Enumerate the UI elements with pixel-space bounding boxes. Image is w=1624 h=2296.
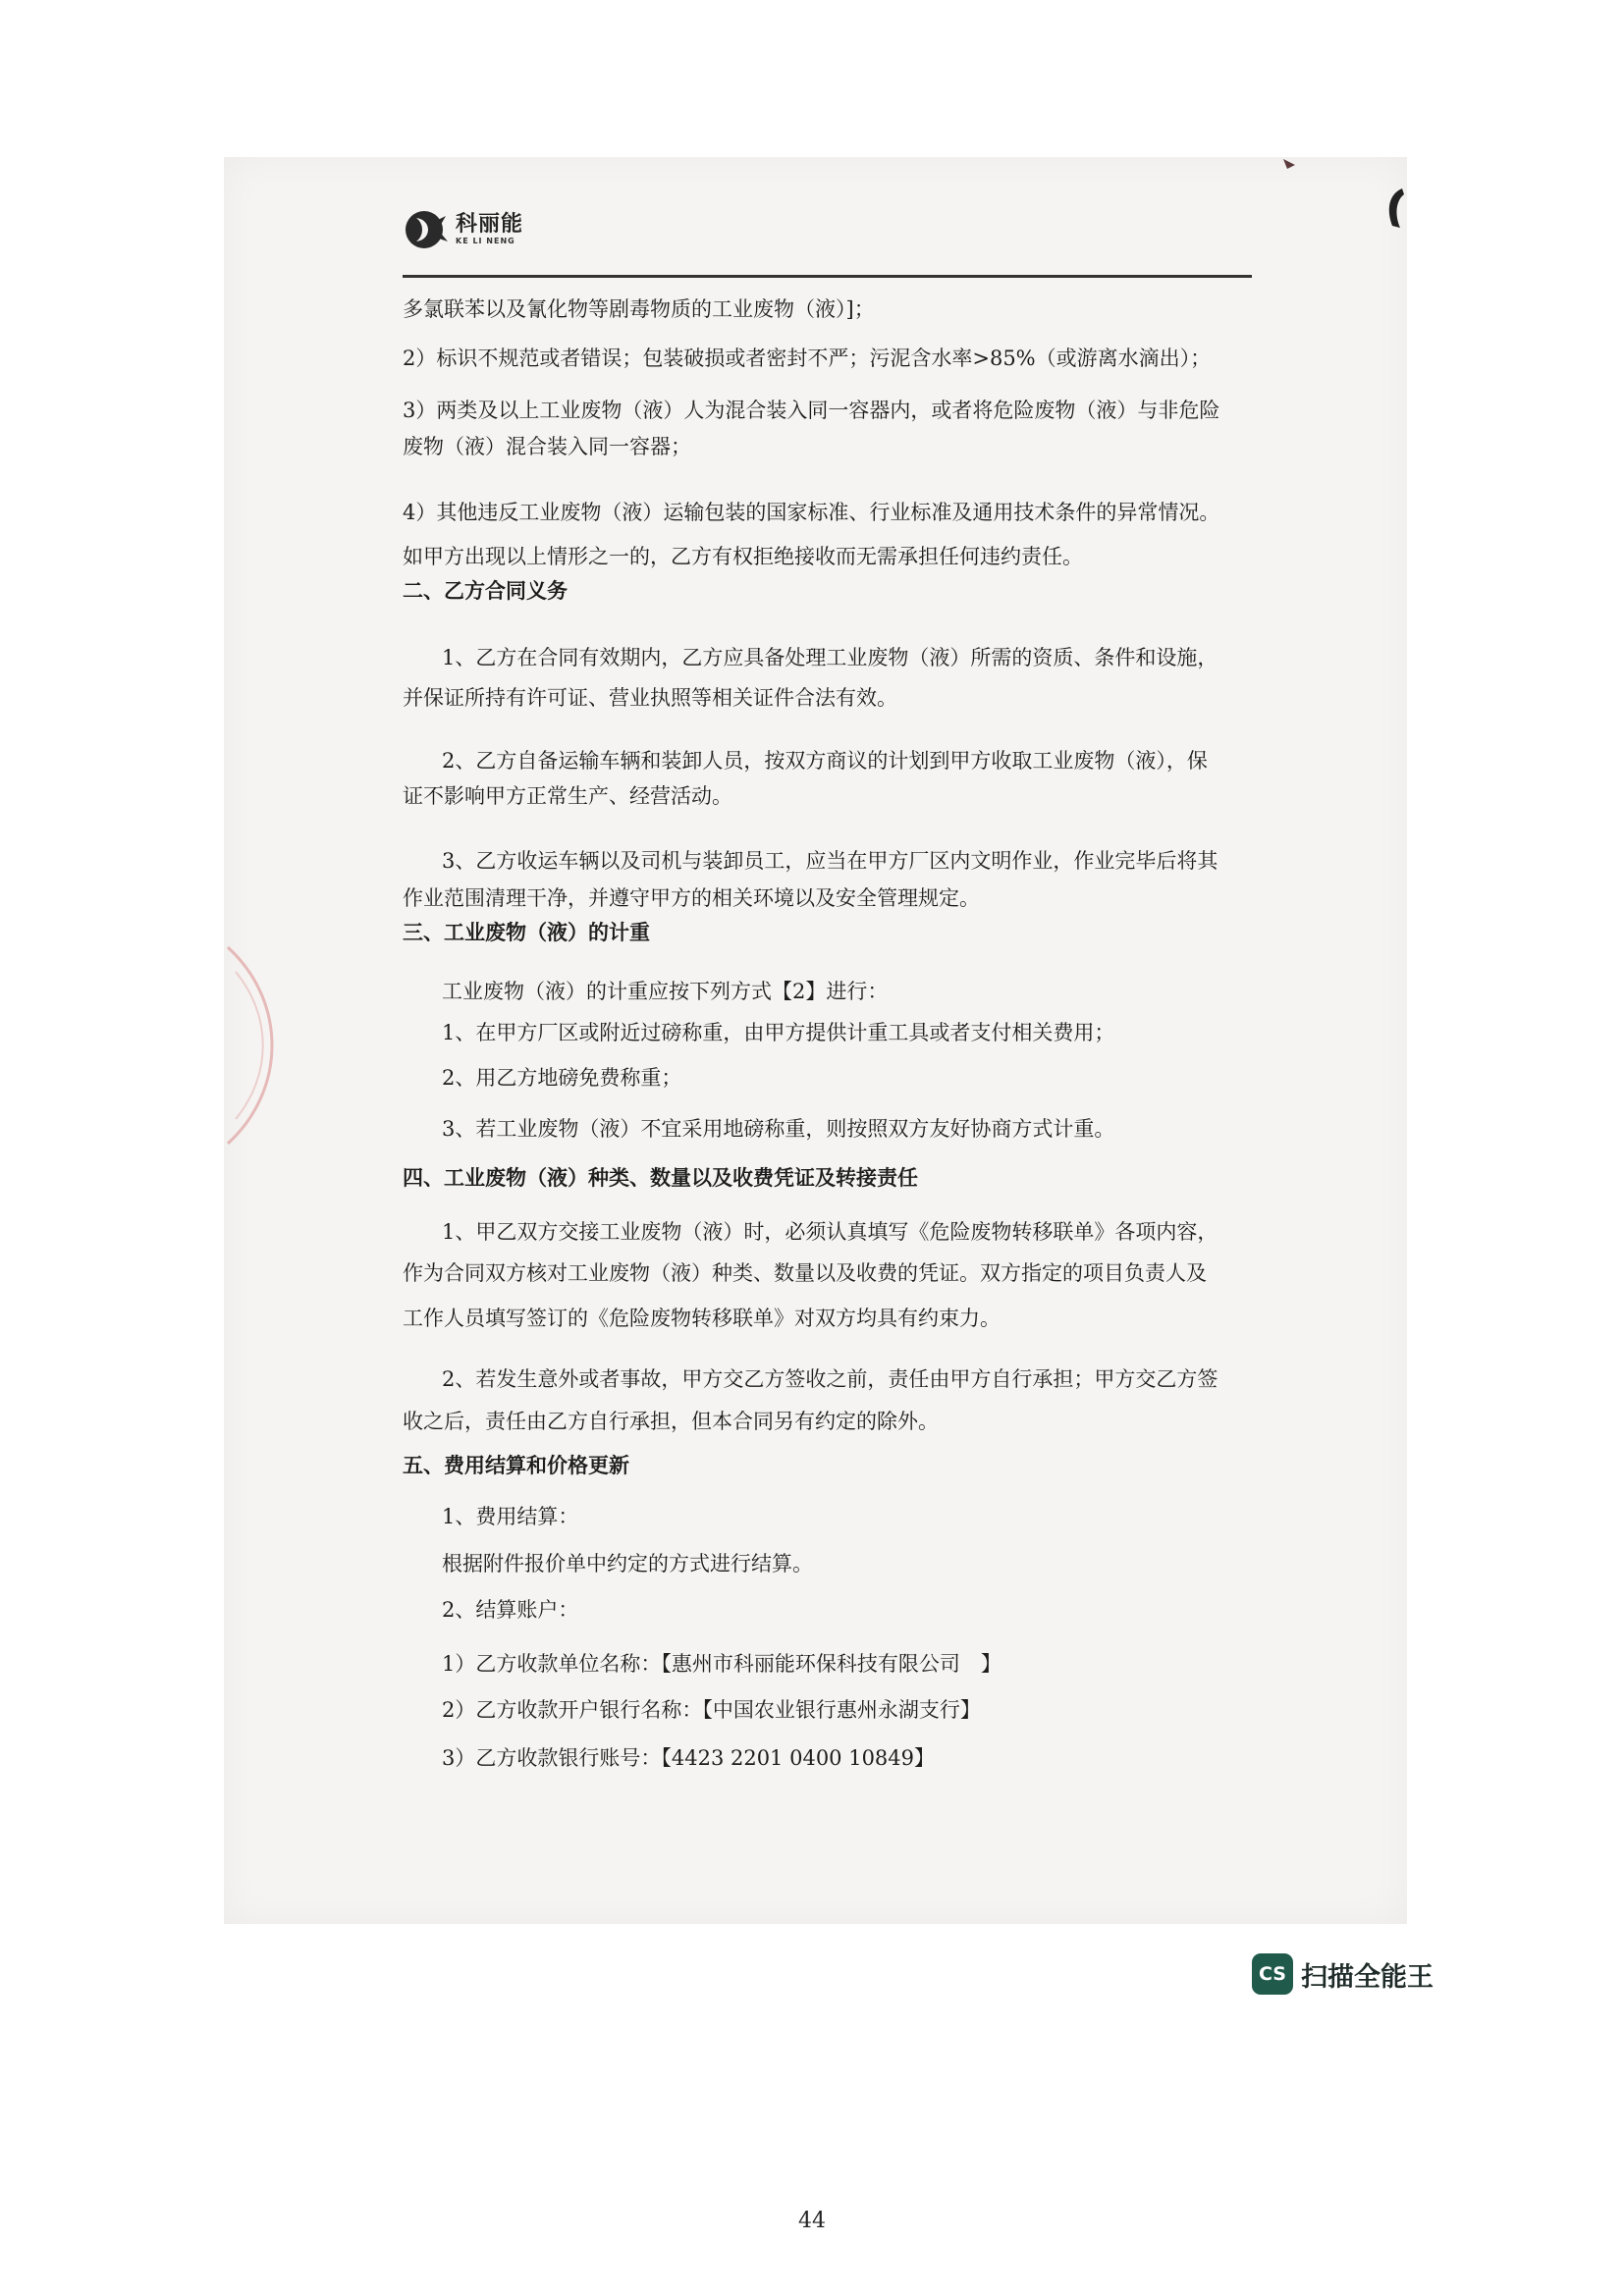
account-line: 2）乙方收款开户银行名称：【中国农业银行惠州永湖支行】 (442, 1698, 981, 1722)
section-heading: 四、工业废物（液）种类、数量以及收费凭证及转接责任 (403, 1165, 918, 1190)
clause-line: 1、在甲方厂区或附近过磅称重，由甲方提供计重工具或者支付相关费用； (442, 1021, 1115, 1044)
clause-line: 证不影响甲方正常生产、经营活动。 (403, 784, 732, 808)
company-logo (403, 206, 523, 253)
scanner-watermark (1252, 1953, 1434, 1995)
section-heading: 三、工业废物（液）的计重 (403, 920, 650, 944)
clause-line: 根据附件报价单中约定的方式进行结算。 (442, 1552, 813, 1575)
clause-line: 2）标识不规范或者错误；包装破损或者密封不严；污泥含水率>85%（或游离水滴出）； (403, 347, 1212, 370)
clause-line: 2、若发生意外或者事故，甲方交乙方签收之前，责任由甲方自行承担；甲方交乙方签 (442, 1367, 1218, 1391)
clause-line: 3、若工业废物（液）不宜采用地磅称重，则按照双方友好协商方式计重。 (442, 1117, 1115, 1141)
scan-edge-mark (1384, 187, 1406, 230)
account-line: 3）乙方收款银行账号：【4423 2201 0400 10849】 (442, 1746, 936, 1770)
camscanner-icon: CS (1252, 1953, 1293, 1995)
company-logo-text (456, 214, 523, 245)
company-logo-cn: 科丽能 (456, 212, 524, 237)
section-heading: 五、费用结算和价格更新 (403, 1453, 629, 1477)
clause-line: 工作人员填写签订的《危险废物转移联单》对双方均具有约束力。 (403, 1307, 1001, 1330)
account-line: 1）乙方收款单位名称：【惠州市科丽能环保科技有限公司 】 (442, 1652, 1001, 1676)
clause-line: 作为合同双方核对工业废物（液）种类、数量以及收费的凭证。双方指定的项目负责人及 (403, 1261, 1207, 1285)
clause-line: 4）其他违反工业废物（液）运输包装的国家标准、行业标准及通用技术条件的异常情况。 (403, 501, 1220, 524)
scan-artifact-mark (1281, 157, 1301, 177)
header-rule (403, 275, 1252, 278)
scanner-app-name: 扫描全能王 (1301, 1961, 1434, 1993)
clause-line: 3、乙方收运车辆以及司机与装卸员工，应当在甲方厂区内文明作业，作业完毕后将其 (442, 849, 1218, 873)
clause-line: 并保证所持有许可证、营业执照等相关证件合法有效。 (403, 686, 897, 710)
clause-line: 多氯联苯以及氰化物等剧毒物质的工业废物（液）]； (403, 297, 875, 321)
clause-line: 1、甲乙双方交接工业废物（液）时，必须认真填写《危险废物转移联单》各项内容， (442, 1220, 1218, 1244)
clause-line: 2、乙方自备运输车辆和装卸人员，按双方商议的计划到甲方收取工业废物（液），保 (442, 749, 1208, 773)
clause-line: 2、结算账户： (442, 1598, 579, 1622)
clause-line: 如甲方出现以上情形之一的，乙方有权拒绝接收而无需承担任何违约责任。 (403, 545, 1083, 568)
clause-line: 工业废物（液）的计重应按下列方式【2】进行： (442, 980, 889, 1003)
clause-line: 作业范围清理干净，并遵守甲方的相关环境以及安全管理规定。 (403, 886, 980, 910)
company-logo-icon (403, 206, 450, 253)
clause-line: 1、乙方在合同有效期内，乙方应具备处理工业废物（液）所需的资质、条件和设施， (442, 646, 1218, 669)
company-logo-en: KE LI NENG (456, 237, 515, 245)
clause-line: 3）两类及以上工业废物（液）人为混合装入同一容器内，或者将危险废物（液）与非危险 (403, 399, 1220, 422)
clause-line: 1、费用结算： (442, 1505, 579, 1528)
clause-line: 收之后，责任由乙方自行承担，但本合同另有约定的除外。 (403, 1410, 939, 1433)
section-heading: 二、乙方合同义务 (403, 578, 568, 603)
page-number: 44 (798, 2209, 826, 2233)
clause-line: 废物（液）混合装入同一容器； (403, 435, 691, 458)
red-seal-mark (218, 942, 277, 1148)
clause-line: 2、用乙方地磅免费称重； (442, 1066, 682, 1090)
